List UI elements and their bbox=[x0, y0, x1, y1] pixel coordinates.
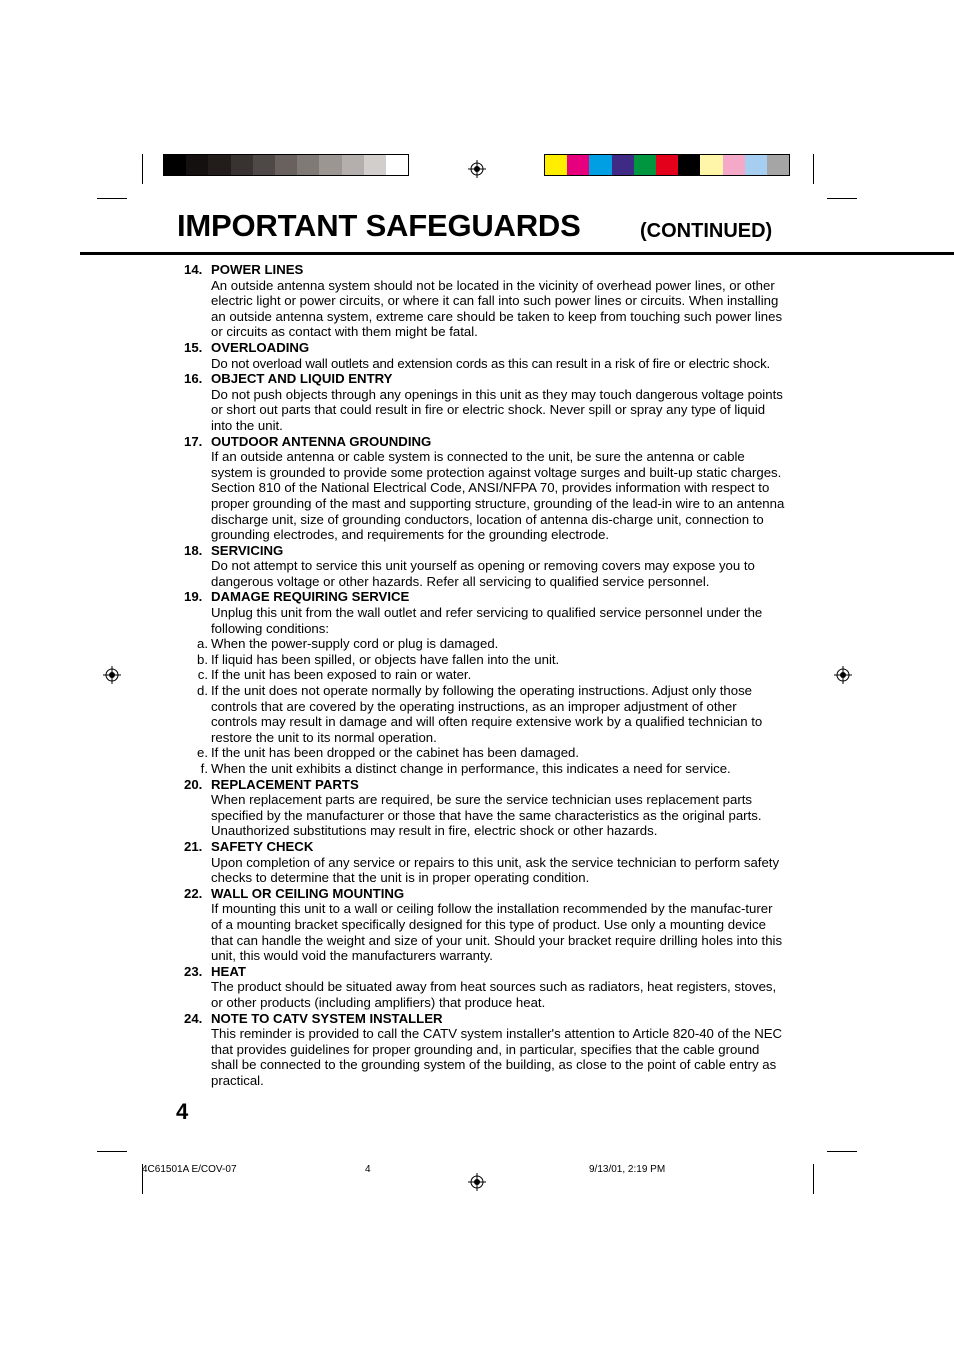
grayscale-bar bbox=[163, 154, 409, 176]
list-item bbox=[140, 434, 785, 543]
item-heading: DAMAGE REQUIRING SERVICE bbox=[211, 589, 410, 605]
color-swatch bbox=[253, 155, 275, 175]
list-item bbox=[140, 886, 785, 964]
registration-mark-icon bbox=[468, 160, 486, 178]
item-heading: HEAT bbox=[211, 963, 246, 979]
color-swatch bbox=[678, 155, 700, 175]
header-rule bbox=[80, 252, 954, 255]
item-text: If an outside antenna or cable system is connected to the unit, be sure the antenna or cable system is grounded to provide some protection against voltage surges and built-up static charges. Section 810 of the National Electrical Code, ANSI/NFPA 70, provides information with respect to proper grounding of the mast and supporting structure, grounding of the lead-in wire to an antenna discharge unit, size of grounding conductors, location of antenna dis-charge unit, connection to grounding electrodes, and requirements for the grounding electrode. bbox=[211, 449, 785, 543]
item-number: 19. bbox=[184, 589, 203, 605]
condition-text: If the unit has been dropped or the cabinet has been damaged. bbox=[211, 745, 580, 761]
footer-timestamp: 9/13/01, 2:19 PM bbox=[589, 1164, 666, 1175]
continued-label: (CONTINUED) bbox=[640, 220, 773, 242]
color-swatch bbox=[723, 155, 745, 175]
item-text: This reminder is provided to call the CATV system installer's attention to Article 820-40 of the NEC that provides guidelines for proper grounding and, in particular, specifies that the cable ground shall be connected to the grounding system of the building, as close to the point of cable entry as practical. bbox=[211, 1026, 783, 1088]
item-text: Do not push objects through any openings in this unit as they may touch dangerous voltage points or short out parts that could result in fire or electric shock. Never spill or spray any type of liquid into the unit. bbox=[211, 386, 783, 433]
crop-mark bbox=[827, 1151, 857, 1152]
list-item bbox=[140, 964, 785, 1011]
condition-item bbox=[140, 683, 785, 745]
item-text: If mounting this unit to a wall or ceiling follow the installation recommended by the manufac-turer of a mounting bracket specifically designed for this type of product. Use only a mounting device that can handle the weight and size of your unit. Should your bracket require drilling holes into this unit, this would void the manufacturers warranty. bbox=[211, 901, 783, 964]
condition-item bbox=[140, 761, 785, 777]
color-swatch bbox=[567, 155, 589, 175]
item-number: 14. bbox=[184, 262, 203, 277]
footer-page: 4 bbox=[365, 1164, 371, 1175]
condition-letter: f. bbox=[200, 761, 208, 776]
crop-mark bbox=[813, 1164, 814, 1194]
item-text: Do not attempt to service this unit yourself as opening or removing covers may expose you to dangerous voltage or other hazards. Refer all servicing to qualified service personnel. bbox=[211, 558, 755, 589]
condition-item bbox=[140, 667, 785, 683]
item-number: 15. bbox=[184, 339, 203, 355]
list-item bbox=[140, 543, 785, 590]
color-swatch bbox=[700, 155, 722, 175]
condition-item bbox=[140, 636, 785, 652]
page-title: IMPORTANT SAFEGUARDS bbox=[177, 208, 581, 243]
color-swatch bbox=[208, 155, 230, 175]
list-item bbox=[140, 777, 785, 839]
item-number: 16. bbox=[184, 371, 203, 387]
color-swatch bbox=[656, 155, 678, 175]
item-number: 22. bbox=[184, 885, 203, 901]
color-swatch bbox=[767, 155, 789, 175]
item-number: 18. bbox=[184, 542, 203, 558]
registration-mark-icon bbox=[468, 1173, 486, 1191]
list-item bbox=[140, 589, 785, 636]
item-text: Upon completion of any service or repairs to this unit, ask the service technician to perform safety checks to determine that the unit is in proper operating condition. bbox=[211, 854, 780, 886]
color-bar bbox=[544, 154, 790, 176]
item-heading: OBJECT AND LIQUID ENTRY bbox=[211, 371, 393, 387]
condition-item bbox=[140, 652, 785, 668]
item-number: 17. bbox=[184, 433, 203, 449]
crop-mark bbox=[142, 154, 143, 184]
condition-text: If the unit has been exposed to rain or water. bbox=[211, 667, 472, 683]
item-heading: OVERLOADING bbox=[211, 339, 310, 355]
color-swatch bbox=[745, 155, 767, 175]
color-swatch bbox=[364, 155, 386, 175]
item-heading: SAFETY CHECK bbox=[211, 838, 314, 854]
condition-text: When the unit exhibits a distinct change in performance, this indicates a need for service. bbox=[211, 761, 731, 776]
condition-letter: c. bbox=[197, 667, 208, 683]
condition-letter: d. bbox=[197, 683, 208, 699]
color-swatch bbox=[275, 155, 297, 175]
color-swatch bbox=[386, 155, 408, 175]
color-swatch bbox=[164, 155, 186, 175]
list-item bbox=[140, 262, 785, 340]
item-text: An outside antenna system should not be located in the vicinity of overhead power lines, or other electric light or power circuits, or where it can fall into such power lines or circuits. When installing an outside antenna system, extreme care should be taken to keep from touching such power lines or circuits as contact with them might be fatal. bbox=[211, 277, 783, 340]
footer-code: 4C61501A E/COV-07 bbox=[142, 1164, 237, 1175]
color-swatch bbox=[297, 155, 319, 175]
item-text: When replacement parts are required, be sure the service technician uses replacement parts specified by the manufacturer or those that have the same characteristics as the original parts. Unauthorized substitutions may result in fire, electric shock or other hazards. bbox=[211, 792, 762, 839]
crop-mark bbox=[97, 198, 127, 199]
item-number: 24. bbox=[184, 1010, 203, 1026]
crop-mark bbox=[827, 198, 857, 199]
list-item bbox=[140, 839, 785, 886]
registration-mark-icon bbox=[834, 666, 852, 684]
item-heading: NOTE TO CATV SYSTEM INSTALLER bbox=[211, 1010, 443, 1026]
item-text: The product should be situated away from heat sources such as radiators, heat registers, stoves, or other products (including amplifiers) that produce heat. bbox=[211, 979, 777, 1010]
item-heading: REPLACEMENT PARTS bbox=[211, 776, 359, 792]
condition-text: When the power-supply cord or plug is damaged. bbox=[211, 636, 499, 652]
item-heading: OUTDOOR ANTENNA GROUNDING bbox=[211, 433, 432, 449]
color-swatch bbox=[634, 155, 656, 175]
condition-letter: b. bbox=[197, 651, 208, 667]
registration-mark-icon bbox=[103, 666, 121, 684]
item-heading: WALL OR CEILING MOUNTING bbox=[211, 885, 405, 901]
color-swatch bbox=[612, 155, 634, 175]
crop-mark bbox=[813, 154, 814, 184]
page-number: 4 bbox=[176, 1099, 189, 1124]
color-swatch bbox=[545, 155, 567, 175]
color-swatch bbox=[319, 155, 341, 175]
list-item bbox=[140, 1011, 785, 1089]
item-heading: POWER LINES bbox=[211, 262, 304, 277]
list-item bbox=[140, 340, 785, 371]
color-swatch bbox=[186, 155, 208, 175]
item-number: 20. bbox=[184, 776, 203, 792]
list-item bbox=[140, 371, 785, 433]
color-swatch bbox=[342, 155, 364, 175]
item-text: Do not overload wall outlets and extension cords as this can result in a risk of fire or electric shock. bbox=[211, 355, 771, 371]
condition-item bbox=[140, 745, 785, 761]
item-number: 23. bbox=[184, 963, 203, 979]
safeguards-list bbox=[140, 262, 785, 1088]
item-text: Unplug this unit from the wall outlet and refer servicing to qualified service personnel under the following conditions: bbox=[211, 605, 763, 636]
condition-letter: e. bbox=[197, 745, 208, 761]
condition-text: If liquid has been spilled, or objects have fallen into the unit. bbox=[211, 651, 560, 667]
item-number: 21. bbox=[184, 838, 203, 854]
item-heading: SERVICING bbox=[211, 542, 284, 558]
color-swatch bbox=[589, 155, 611, 175]
color-swatch bbox=[231, 155, 253, 175]
condition-letter: a. bbox=[197, 636, 208, 652]
condition-text: If the unit does not operate normally by following the operating instructions. Adjust only those controls that are covered by the operating instructions, as an improper adjustment of other controls may result in damage and will often require extensive work by a qualified technician to restore the unit to its normal operation. bbox=[211, 683, 763, 745]
crop-mark bbox=[97, 1151, 127, 1152]
